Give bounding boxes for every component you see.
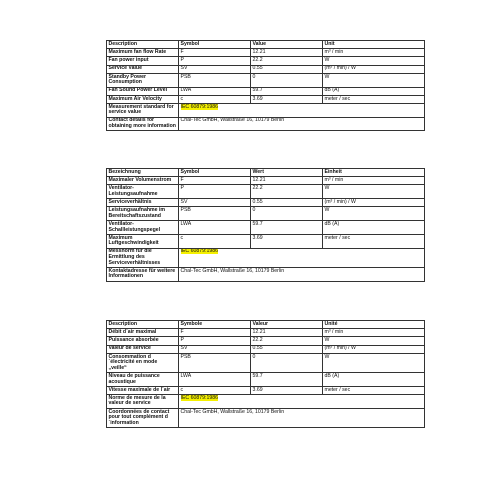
table-row [107,117,425,131]
row-value: 22.2 [251,185,323,199]
table-row [107,73,425,87]
row-value: 3.69 [251,386,323,394]
table-row [107,49,425,57]
header-value: Wert [251,169,323,177]
table-row [107,353,425,372]
row-description: Maximaler Volumenstrom [107,177,179,185]
table-row [107,408,425,427]
header-symbol: Symbole [179,321,251,329]
row-symbol: PSB [179,353,251,372]
row-description: Fan Sound Power Level [107,87,179,95]
table-row [107,395,425,409]
row-value: 12.21 [251,177,323,185]
row-description: Coordonnées de contact pour tout complément d´information [107,408,179,427]
table-row [107,185,425,199]
row-symbol: P [179,185,251,199]
row-symbol: P [179,337,251,345]
header-description: Description [107,41,179,49]
row-description: Kontaktadresse für weitere Informationen [107,268,179,282]
header-description: Bezeichnung [107,169,179,177]
row-unit: dB (A) [323,87,425,95]
header-symbol: Symbol [179,169,251,177]
row-symbol: SV [179,65,251,73]
table-row [107,199,425,207]
row-description: Maximum Luftgeschwindigkeit [107,234,179,248]
row-description: Débit d´air maximal [107,329,179,337]
row-symbol: SV [179,345,251,353]
row-description: Ventilator-Leistungsaufnahme [107,185,179,199]
row-symbol: c [179,386,251,394]
contact-address: Chal-Tec GmbH, Wallstraße 16, 10179 Berlin [179,268,425,282]
row-symbol: LWA [179,87,251,95]
row-description: Measurement standard for service value [107,103,179,117]
spec-table-french [106,320,425,428]
header-value: Value [251,41,323,49]
row-unit: meter / sec [323,386,425,394]
row-value: 59.7 [251,221,323,235]
table-row [107,329,425,337]
row-unit: (m³ / min) / W [323,199,425,207]
spec-table-german [106,168,425,282]
row-symbol: P [179,57,251,65]
row-unit: (m³ / min) / W [323,345,425,353]
row-value: 12.21 [251,329,323,337]
table-row [107,207,425,221]
row-unit: W [323,353,425,372]
row-description: Fan power input [107,57,179,65]
standard-cell [179,248,425,267]
standard-highlight: IEC 60879:1986 [180,103,218,110]
row-description: Puissance absorbée [107,337,179,345]
row-description: Niveau de puissance acoustique [107,373,179,387]
row-unit: m³ / min [323,49,425,57]
row-symbol: SV [179,199,251,207]
header-value: Valeur [251,321,323,329]
row-value: 12.21 [251,49,323,57]
table-row [107,337,425,345]
header-symbol: Symbol [179,41,251,49]
table-row [107,268,425,282]
row-unit: m³ / min [323,329,425,337]
row-value: 22.2 [251,57,323,65]
row-symbol: F [179,177,251,185]
row-description: Norme de mesure de la valeur de service [107,395,179,409]
row-description: Leistungsaufnahme im Bereitschaftszustand [107,207,179,221]
row-description: Maximum fan flow Rate [107,49,179,57]
header-description: Description [107,321,179,329]
table-header-row [107,169,425,177]
row-unit: W [323,57,425,65]
table-row [107,234,425,248]
contact-address: Chal-Tec GmbH, Wallstraße 16, 10179 Berlin [179,408,425,427]
row-unit: W [323,207,425,221]
row-description: Messnorm für die Ermittlung des Serviceverhältnisses [107,248,179,267]
row-description: Service Value [107,65,179,73]
row-unit: W [323,73,425,87]
row-description: Valeur de service [107,345,179,353]
row-unit: (m³ / min) / W [323,65,425,73]
row-description: Contact details for obtaining more information [107,117,179,131]
row-unit: meter / sec [323,234,425,248]
row-unit: meter / sec [323,95,425,103]
table-row [107,221,425,235]
table-row [107,248,425,267]
row-value: 0.55 [251,345,323,353]
table-row [107,65,425,73]
row-value: 22.2 [251,337,323,345]
table-row [107,373,425,387]
row-unit: m³ / min [323,177,425,185]
row-unit: dB (A) [323,373,425,387]
header-unit: Einheit [323,169,425,177]
row-value: 0.55 [251,199,323,207]
row-description: Standby Power Consumption [107,73,179,87]
row-unit: W [323,185,425,199]
row-symbol: F [179,329,251,337]
row-symbol: c [179,95,251,103]
row-value: 0 [251,353,323,372]
row-value: 3.69 [251,234,323,248]
standard-highlight: IEC 60879:1986 [180,248,218,255]
row-symbol: c [179,234,251,248]
row-value: 0 [251,207,323,221]
table-header-row [107,321,425,329]
table-row [107,345,425,353]
row-value: 59.7 [251,373,323,387]
row-unit: dB (A) [323,221,425,235]
table-row [107,57,425,65]
table-header-row [107,41,425,49]
row-description: Maximum Air Velocity [107,95,179,103]
row-value: 0 [251,73,323,87]
row-symbol: LWA [179,373,251,387]
row-description: Vitesse maximale de l´air [107,386,179,394]
row-value: 3.69 [251,95,323,103]
row-unit: W [323,337,425,345]
header-unit: Unit [323,41,425,49]
standard-cell [179,395,425,409]
row-description: Consommation d´électricité en mode „veille“ [107,353,179,372]
table-row [107,386,425,394]
row-value: 0.55 [251,65,323,73]
table-row [107,95,425,103]
spec-table-english [106,40,425,131]
standard-highlight: IEC 60879:1986 [180,394,218,401]
table-row [107,103,425,117]
contact-address: Chal-Tec GmbH, Wallstraße 16, 10179 Berlin [179,117,425,131]
row-symbol: LWA [179,221,251,235]
table-row [107,177,425,185]
row-symbol: PSB [179,73,251,87]
row-value: 59.7 [251,87,323,95]
standard-cell [179,103,425,117]
row-symbol: PSB [179,207,251,221]
row-description: Serviceverhältnis [107,199,179,207]
row-description: Ventilator-Schallleistungspegel [107,221,179,235]
table-row [107,87,425,95]
row-symbol: F [179,49,251,57]
header-unit: Unité [323,321,425,329]
